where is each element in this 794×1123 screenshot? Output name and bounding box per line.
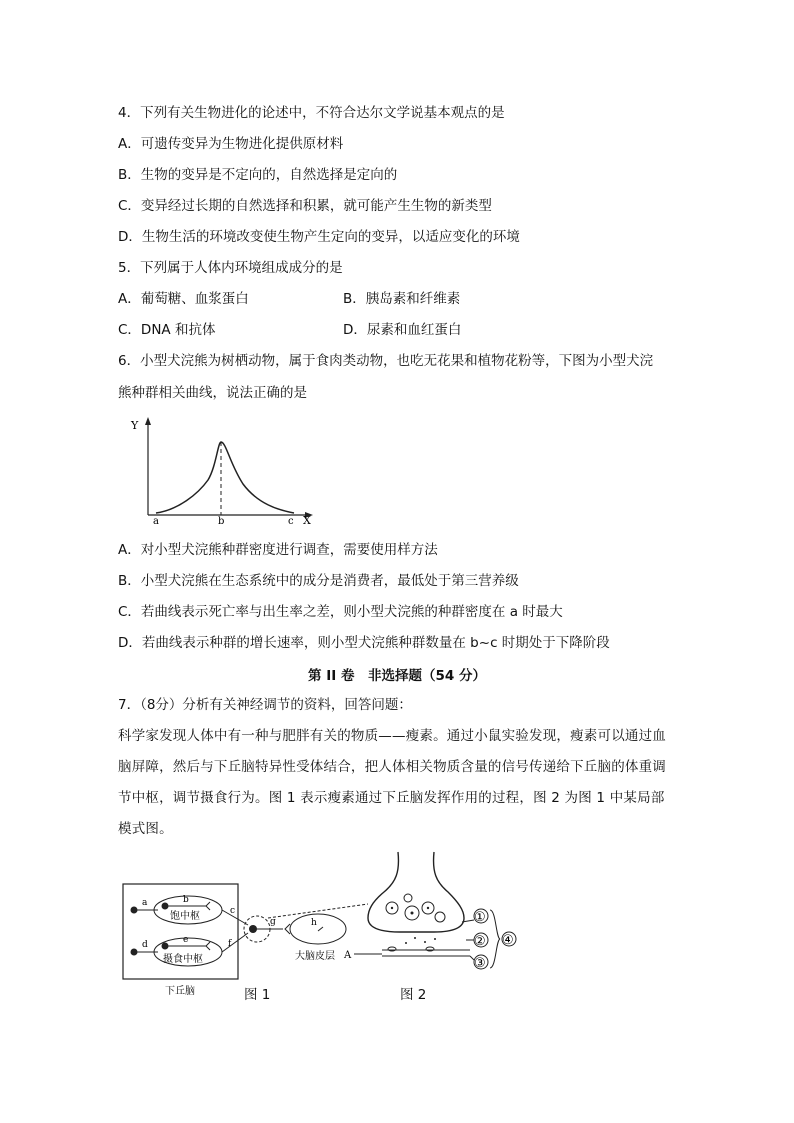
q7-paragraph: 科学家发现人体中有一种与肥胖有关的物质——瘦素。通过小鼠实验发现，瘦素可以通过血脑屏障，然后与下丘脑特异性受体结合，把人体相关物质含量的信号传递给下丘脑的体重调节中枢，调节摄食行为。图 1 表示瘦素通过下丘脑发挥作用的过程，图 2 为图 1 中某局部模式图。 bbox=[118, 728, 666, 837]
q4-option-d: D．生物生活的环境改变使生物产生定向的变异，以适应变化的环境 bbox=[118, 229, 520, 245]
fig1-center-bottom: 摄食中枢 bbox=[163, 954, 203, 965]
fig2-marker-4: ④ bbox=[502, 933, 514, 948]
fig1-letter-d: d bbox=[142, 940, 148, 950]
figure-2-caption: 图 2 bbox=[400, 987, 427, 1003]
fig1-letter-e: e bbox=[183, 935, 189, 945]
q4-stem: 4．下列有关生物进化的论述中，不符合达尔文学说基本观点的是 bbox=[118, 105, 505, 121]
figure-2-diagram bbox=[340, 850, 520, 975]
fig1-center-top: 饱中枢 bbox=[170, 911, 200, 922]
q4-option-a: A．可遗传变异为生物进化提供原材料 bbox=[118, 136, 344, 152]
q5-stem: 5．下列属于人体内环境组成成分的是 bbox=[118, 260, 343, 276]
q6-option-a: A．对小型犬浣熊种群密度进行调查，需要使用样方法 bbox=[118, 542, 438, 558]
q6-stem-line1: 6．小型犬浣熊为树栖动物，属于食肉类动物，也吃无花果和植物花粉等，下图为小型犬浣 bbox=[118, 353, 654, 369]
q6-option-b: B．小型犬浣熊在生态系统中的成分是消费者，最低处于第三营养级 bbox=[118, 573, 519, 589]
fig1-letter-g: g bbox=[270, 917, 276, 927]
graph-y-label: Y bbox=[131, 419, 139, 432]
graph-point-c: c bbox=[288, 516, 294, 527]
q6-stem-line2: 熊种群相关曲线，说法正确的是 bbox=[118, 385, 307, 401]
fig1-letter-h: h bbox=[311, 918, 317, 928]
q6-option-c: C．若曲线表示死亡率与出生率之差，则小型犬浣熊的种群密度在 a 时最大 bbox=[118, 604, 563, 620]
graph-point-b: b bbox=[218, 516, 225, 527]
fig2-marker-3: ③ bbox=[474, 956, 486, 971]
fig1-letter-b: b bbox=[183, 895, 189, 905]
figure-1-caption: 图 1 bbox=[244, 987, 271, 1003]
q5-option-d: D．尿素和血红蛋白 bbox=[343, 322, 462, 338]
fig1-box-label: 下丘脑 bbox=[165, 986, 195, 997]
graph-point-a: a bbox=[153, 516, 159, 527]
q5-option-b: B．胰岛素和纤维素 bbox=[343, 291, 461, 307]
fig2-marker-1: ① bbox=[474, 910, 486, 925]
section-2-title: 第 II 卷 非选择题（54 分） bbox=[308, 668, 486, 684]
fig2-marker-2: ② bbox=[474, 934, 486, 949]
q6-population-curve bbox=[118, 412, 328, 530]
fig1-letter-f: f bbox=[228, 939, 232, 949]
q5-option-a: A．葡萄糖、血浆蛋白 bbox=[118, 291, 249, 307]
figure-1-diagram bbox=[118, 880, 368, 1005]
q5-option-c: C．DNA 和抗体 bbox=[118, 322, 216, 338]
q6-option-d: D．若曲线表示种群的增长速率，则小型犬浣熊种群数量在 b~c 时期处于下降阶段 bbox=[118, 635, 610, 651]
q7-stem: 7．（8分）分析有关神经调节的资料，回答问题： bbox=[118, 697, 412, 713]
fig1-letter-a: a bbox=[142, 898, 148, 908]
q4-option-b: B．生物的变异是不定向的，自然选择是定向的 bbox=[118, 167, 398, 183]
fig1-letter-c: c bbox=[230, 906, 236, 916]
q4-option-c: C．变异经过长期的自然选择和积累，就可能产生生物的新类型 bbox=[118, 198, 492, 214]
fig2-label-a: A bbox=[344, 950, 352, 961]
graph-x-label: X bbox=[303, 514, 311, 527]
fig1-cortex-label: 大脑皮层 bbox=[295, 951, 335, 962]
